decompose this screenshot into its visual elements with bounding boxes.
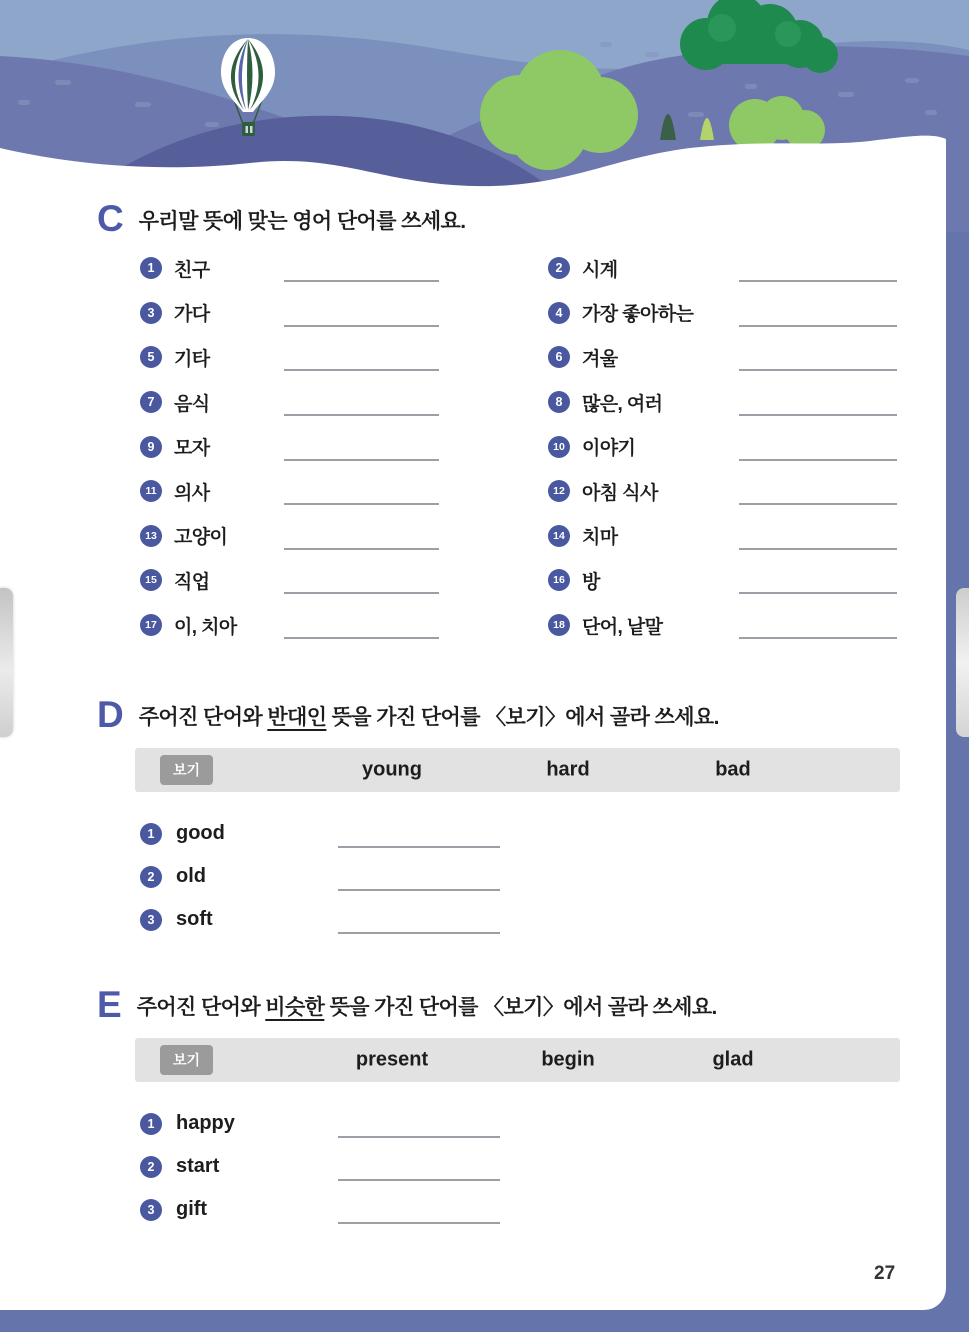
korean-word: 치마	[582, 527, 618, 549]
c-item-1	[140, 246, 439, 291]
english-word: gift	[176, 1198, 208, 1220]
answer-blank	[284, 280, 439, 282]
korean-word: 고양이	[174, 527, 228, 549]
section-c-letter: C	[97, 198, 124, 239]
korean-word: 이야기	[582, 438, 636, 460]
word-bank-d	[135, 748, 900, 792]
korean-word: 모자	[174, 438, 210, 460]
answer-blank	[284, 414, 439, 416]
answer-blank	[284, 503, 439, 505]
answer-blank	[338, 1222, 500, 1224]
section-d-header	[97, 696, 719, 733]
e-item-1	[140, 1102, 500, 1145]
c-item-16	[548, 558, 897, 603]
korean-word: 아침 식사	[582, 482, 658, 504]
korean-word: 음식	[174, 393, 210, 415]
answer-blank	[284, 592, 439, 594]
section-e-header	[97, 986, 717, 1023]
answer-blank	[739, 592, 897, 594]
item-number-badge: 12	[548, 480, 570, 502]
answer-blank	[739, 637, 897, 639]
underlined-keyword: 반대인	[267, 706, 327, 729]
korean-word: 가다	[174, 304, 210, 326]
item-number-badge: 2	[548, 257, 570, 279]
e-item-3	[140, 1188, 500, 1231]
korean-word: 의사	[174, 482, 210, 504]
section-c-header	[97, 200, 465, 237]
korean-word: 가장 좋아하는	[582, 304, 694, 326]
item-number-badge: 2	[140, 1156, 162, 1178]
word-bank-e	[135, 1038, 900, 1082]
bank-word: young	[362, 758, 422, 781]
answer-blank	[284, 369, 439, 371]
item-number-badge: 6	[548, 346, 570, 368]
item-number-badge: 18	[548, 614, 570, 636]
answer-blank	[739, 369, 897, 371]
item-number-badge: 9	[140, 436, 162, 458]
answer-blank	[284, 637, 439, 639]
bank-word: glad	[712, 1048, 754, 1071]
answer-blank	[338, 1179, 500, 1181]
item-number-badge: 3	[140, 1199, 162, 1221]
item-number-badge: 17	[140, 614, 162, 636]
item-number-badge: 5	[140, 346, 162, 368]
answer-blank	[739, 548, 897, 550]
d-item-2	[140, 855, 500, 898]
english-word: old	[176, 865, 206, 887]
c-item-9	[140, 424, 439, 469]
korean-word: 친구	[174, 259, 210, 281]
bank-word: hard	[546, 758, 590, 781]
page-number: 27	[874, 1263, 896, 1284]
english-word: happy	[176, 1112, 235, 1134]
c-item-13	[140, 514, 439, 559]
c-item-17	[140, 603, 439, 648]
e-item-2	[140, 1145, 500, 1188]
header-illustration	[0, 0, 969, 232]
korean-word: 이, 치아	[174, 616, 237, 638]
underlined-keyword: 비슷한	[265, 996, 325, 1019]
item-number-badge: 4	[548, 302, 570, 324]
answer-blank	[338, 889, 500, 891]
section-c-title: 우리말 뜻에 맞는 영어 단어를 쓰세요.	[138, 210, 466, 233]
bank-word: present	[355, 1048, 429, 1071]
section-c-items	[140, 246, 897, 647]
section-d-title: 주어진 단어와 반대인 뜻을 가진 단어를 〈보기〉에서 골라 쓰세요.	[138, 706, 719, 729]
item-number-badge: 16	[548, 569, 570, 591]
left-page-handle[interactable]	[0, 588, 13, 737]
c-item-4	[548, 291, 897, 336]
item-number-badge: 8	[548, 391, 570, 413]
item-number-badge: 14	[548, 525, 570, 547]
korean-word: 기타	[174, 348, 210, 370]
item-number-badge: 11	[140, 480, 162, 502]
c-item-5	[140, 335, 439, 380]
item-number-badge: 3	[140, 909, 162, 931]
korean-word: 단어, 낱말	[582, 616, 663, 638]
c-item-15	[140, 558, 439, 603]
korean-word: 직업	[174, 571, 210, 593]
answer-blank	[739, 325, 897, 327]
item-number-badge: 13	[140, 525, 162, 547]
korean-word: 방	[582, 571, 600, 593]
english-word: soft	[176, 908, 213, 930]
c-item-7	[140, 380, 439, 425]
korean-word: 시계	[582, 259, 618, 281]
answer-blank	[284, 459, 439, 461]
section-d-items	[140, 812, 500, 941]
c-item-8	[548, 380, 897, 425]
item-number-badge: 1	[140, 257, 162, 279]
answer-blank	[739, 414, 897, 416]
korean-word: 겨울	[582, 348, 618, 370]
answer-blank	[284, 325, 439, 327]
english-word: start	[176, 1155, 220, 1177]
d-item-1	[140, 812, 500, 855]
item-number-badge: 2	[140, 866, 162, 888]
c-item-3	[140, 291, 439, 336]
item-number-badge: 7	[140, 391, 162, 413]
item-number-badge: 10	[548, 436, 570, 458]
right-page-handle[interactable]	[956, 588, 969, 737]
c-item-6	[548, 335, 897, 380]
section-d-letter: D	[97, 694, 124, 735]
answer-blank	[284, 548, 439, 550]
korean-word: 많은, 여러	[582, 393, 663, 415]
c-item-11	[140, 469, 439, 514]
section-e-letter: E	[97, 984, 122, 1025]
answer-blank	[739, 280, 897, 282]
item-number-badge: 1	[140, 1113, 162, 1135]
bank-tag: 보기	[160, 1045, 213, 1075]
answer-blank	[338, 846, 500, 848]
section-e-title: 주어진 단어와 비슷한 뜻을 가진 단어를 〈보기〉에서 골라 쓰세요.	[136, 996, 717, 1019]
item-number-badge: 15	[140, 569, 162, 591]
c-item-10	[548, 424, 897, 469]
item-number-badge: 1	[140, 823, 162, 845]
answer-blank	[739, 459, 897, 461]
bank-word: bad	[715, 758, 751, 781]
c-item-12	[548, 469, 897, 514]
english-word: good	[176, 822, 225, 844]
d-item-3	[140, 898, 500, 941]
answer-blank	[739, 503, 897, 505]
c-item-18	[548, 603, 897, 648]
section-e-items	[140, 1102, 500, 1231]
c-item-2	[548, 246, 897, 291]
bank-tag: 보기	[160, 755, 213, 785]
item-number-badge: 3	[140, 302, 162, 324]
c-item-14	[548, 514, 897, 559]
answer-blank	[338, 932, 500, 934]
answer-blank	[338, 1136, 500, 1138]
bank-word: begin	[541, 1048, 595, 1071]
